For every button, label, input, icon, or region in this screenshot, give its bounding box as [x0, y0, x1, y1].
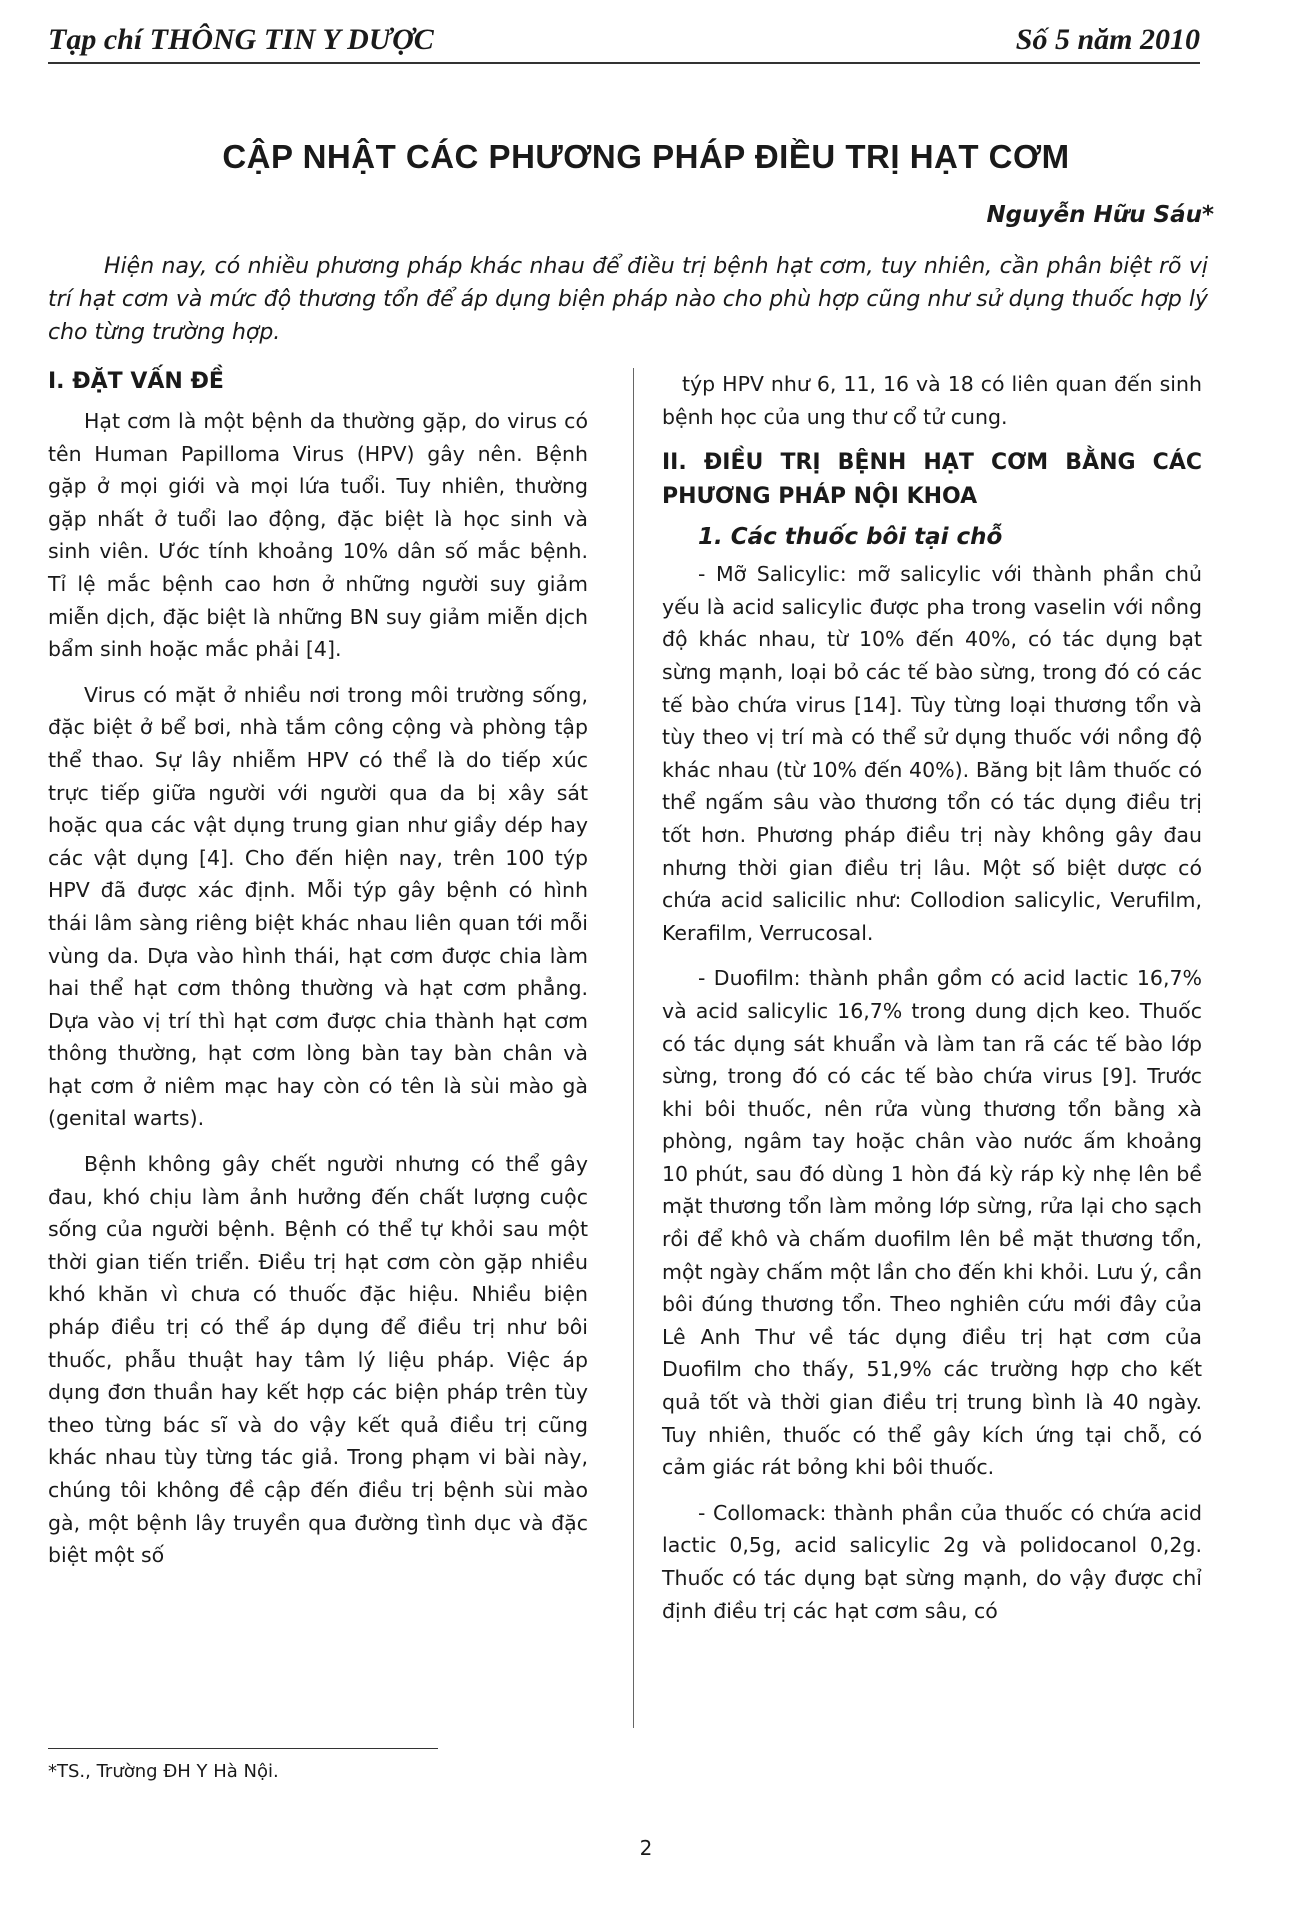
article-author: Nguyễn Hữu Sáu* [986, 202, 1214, 228]
section-heading-2: II. ĐIỀU TRỊ BỆNH HẠT CƠM BẰNG CÁC PHƯƠNG PHÁP NỘI KHOA [662, 450, 1202, 510]
right-column [662, 368, 1202, 1640]
journal-header [48, 22, 1200, 64]
paragraph: - Duofilm: thành phần gồm có acid lactic 16,7% và acid salicylic 16,7% trong dung dịch keo. Thuốc có tác dụng sát khuẩn và làm tan rã các tế bào lớp sừng, trong đó có các tế bào chứa virus [9]. Trước khi bôi thuốc, nên rửa vùng thương tổn bằng xà phòng, ngâm tay hoặc chân vào nước ấm khoảng 10 phút, sau đó dùng 1 hòn đá kỳ ráp kỳ nhẹ lên bề mặt thương tổn làm mỏng lớp sừng, rửa lại cho sạch rồi để khô và chấm duofilm lên bề mặt thương tổn, một ngày chấm một lần cho đến khi khỏi. Lưu ý, cần bôi đúng thương tổn. Theo nghiên cứu mới đây của Lê Anh Thư về tác dụng điều trị hạt cơm của Duofilm cho thấy, 51,9% các trường hợp cho kết quả tốt và thời gian điều trị trung bình là 40 ngày. Tuy nhiên, thuốc có thể gây kích ứng tại chỗ, có cảm giác rát bỏng khi bôi thuốc. [662, 966, 1203, 1480]
page-number: 2 [639, 1836, 653, 1860]
paragraph: - Collomack: thành phần của thuốc có chứa acid lactic 0,5g, acid salicylic 2g và polidocanol 0,2g. Thuốc có tác dụng bạt sừng mạnh, do vậy được chỉ định điều trị các hạt cơm sâu, có [662, 1500, 1202, 1623]
paragraph-continuation: týp HPV như 6, 11, 16 và 18 có liên quan đến sinh bệnh học của ung thư cổ tử cung. [662, 372, 1202, 429]
journal-name: Tạp chí THÔNG TIN Y DƯỢC [48, 23, 434, 56]
footnote-divider [48, 1748, 438, 1749]
column-divider [633, 368, 634, 1728]
issue-number: Số 5 năm 2010 [1015, 23, 1200, 56]
paragraph: Virus có mặt ở nhiều nơi trong môi trường sống, đặc biệt ở bể bơi, nhà tắm công cộng và phòng tập thể thao. Sự lây nhiễm HPV có thể là do tiếp xúc trực tiếp giữa người với người qua da bị xây sát hoặc qua các vật dụng trung gian như giầy dép hay các vật dụng [4]. Cho đến hiện nay, trên 100 týp HPV đã được xác định. Mỗi týp gây bệnh có hình thái lâm sàng riêng biệt khác nhau liên quan tới mỗi vùng da. Dựa vào hình thái, hạt cơm được chia làm hai thể hạt cơm thông thường và hạt cơm phẳng. Dựa vào vị trí thì hạt cơm được chia thành hạt cơm thông thường, hạt cơm lòng bàn tay bàn chân và hạt cơm ở niêm mạc hay còn có tên là sùi mào gà (genital warts). [48, 682, 588, 1131]
section-heading-1: I. ĐẶT VẤN ĐỀ [48, 369, 224, 394]
subsection-heading: 1. Các thuốc bôi tại chỗ [698, 524, 1003, 551]
paragraph: Bệnh không gây chết người nhưng có thể gây đau, khó chịu làm ảnh hưởng đến chất lượng cuộc sống của người bệnh. Bệnh có thể tự khỏi sau một thời gian tiến triển. Điều trị hạt cơm còn gặp nhiều khó khăn vì chưa có thuốc đặc hiệu. Nhiều biện pháp điều trị có thể áp dụng để điều trị như bôi thuốc, phẫu thuật hay tâm lý liệu pháp. Việc áp dụng đơn thuần hay kết hợp các biện pháp trên tùy theo từng bác sĩ và do vậy kết quả điều trị cũng khác nhau tùy từng tác giả. Trong phạm vi bài này, chúng tôi không đề cập đến điều trị bệnh sùi mào gà, một bệnh lây truyền qua đường tình dục và đặc biệt một số [48, 1152, 588, 1568]
footnote: *TS., Trường ĐH Y Hà Nội. [48, 1761, 279, 1782]
paragraph: - Mỡ Salicylic: mỡ salicylic với thành phần chủ yếu là acid salicylic được pha trong vaselin với nồng độ khác nhau, từ 10% đến 40%, có tác dụng bạt sừng mạnh, loại bỏ các tế bào sừng, trong đó có các tế bào chứa virus [14]. Tùy từng loại thương tổn và tùy theo vị trí mà có thể sử dụng thuốc với nồng độ khác nhau (từ 10% đến 40%). Băng bịt lâm thuốc có thể ngấm sâu vào thương tổn có tác dụng điều trị tốt hơn. Phương pháp điều trị này không gây đau nhưng thời gian điều trị lâu. Một số biệt dược có chứa acid salicilic như: Collodion salicylic, Verufilm, Kerafilm, Verrucosal. [662, 562, 1202, 945]
article-abstract: Hiện nay, có nhiều phương pháp khác nhau để điều trị bệnh hạt cơm, tuy nhiên, cần phân biệt rõ vị trí hạt cơm và mức độ thương tổn để áp dụng biện pháp nào cho phù hợp cũng như sử dụng thuốc hợp lý cho từng trường hợp. [48, 254, 1208, 345]
article-title: CẬP NHẬT CÁC PHƯƠNG PHÁP ĐIỀU TRỊ HẠT CƠM [222, 138, 1070, 175]
left-column [48, 365, 588, 1585]
paragraph: Hạt cơm là một bệnh da thường gặp, do virus có tên Human Papilloma Virus (HPV) gây nên. Bệnh gặp ở mọi giới và mọi lứa tuổi. Tuy nhiên, thường gặp nhất ở tuổi lao động, đặc biệt là học sinh và sinh viên. Ước tính khoảng 10% dân số mắc bệnh. Tỉ lệ mắc bệnh cao hơn ở những người suy giảm miễn dịch, đặc biệt là những BN suy giảm miễn dịch bẩm sinh hoặc mắc phải [4]. [48, 409, 588, 662]
